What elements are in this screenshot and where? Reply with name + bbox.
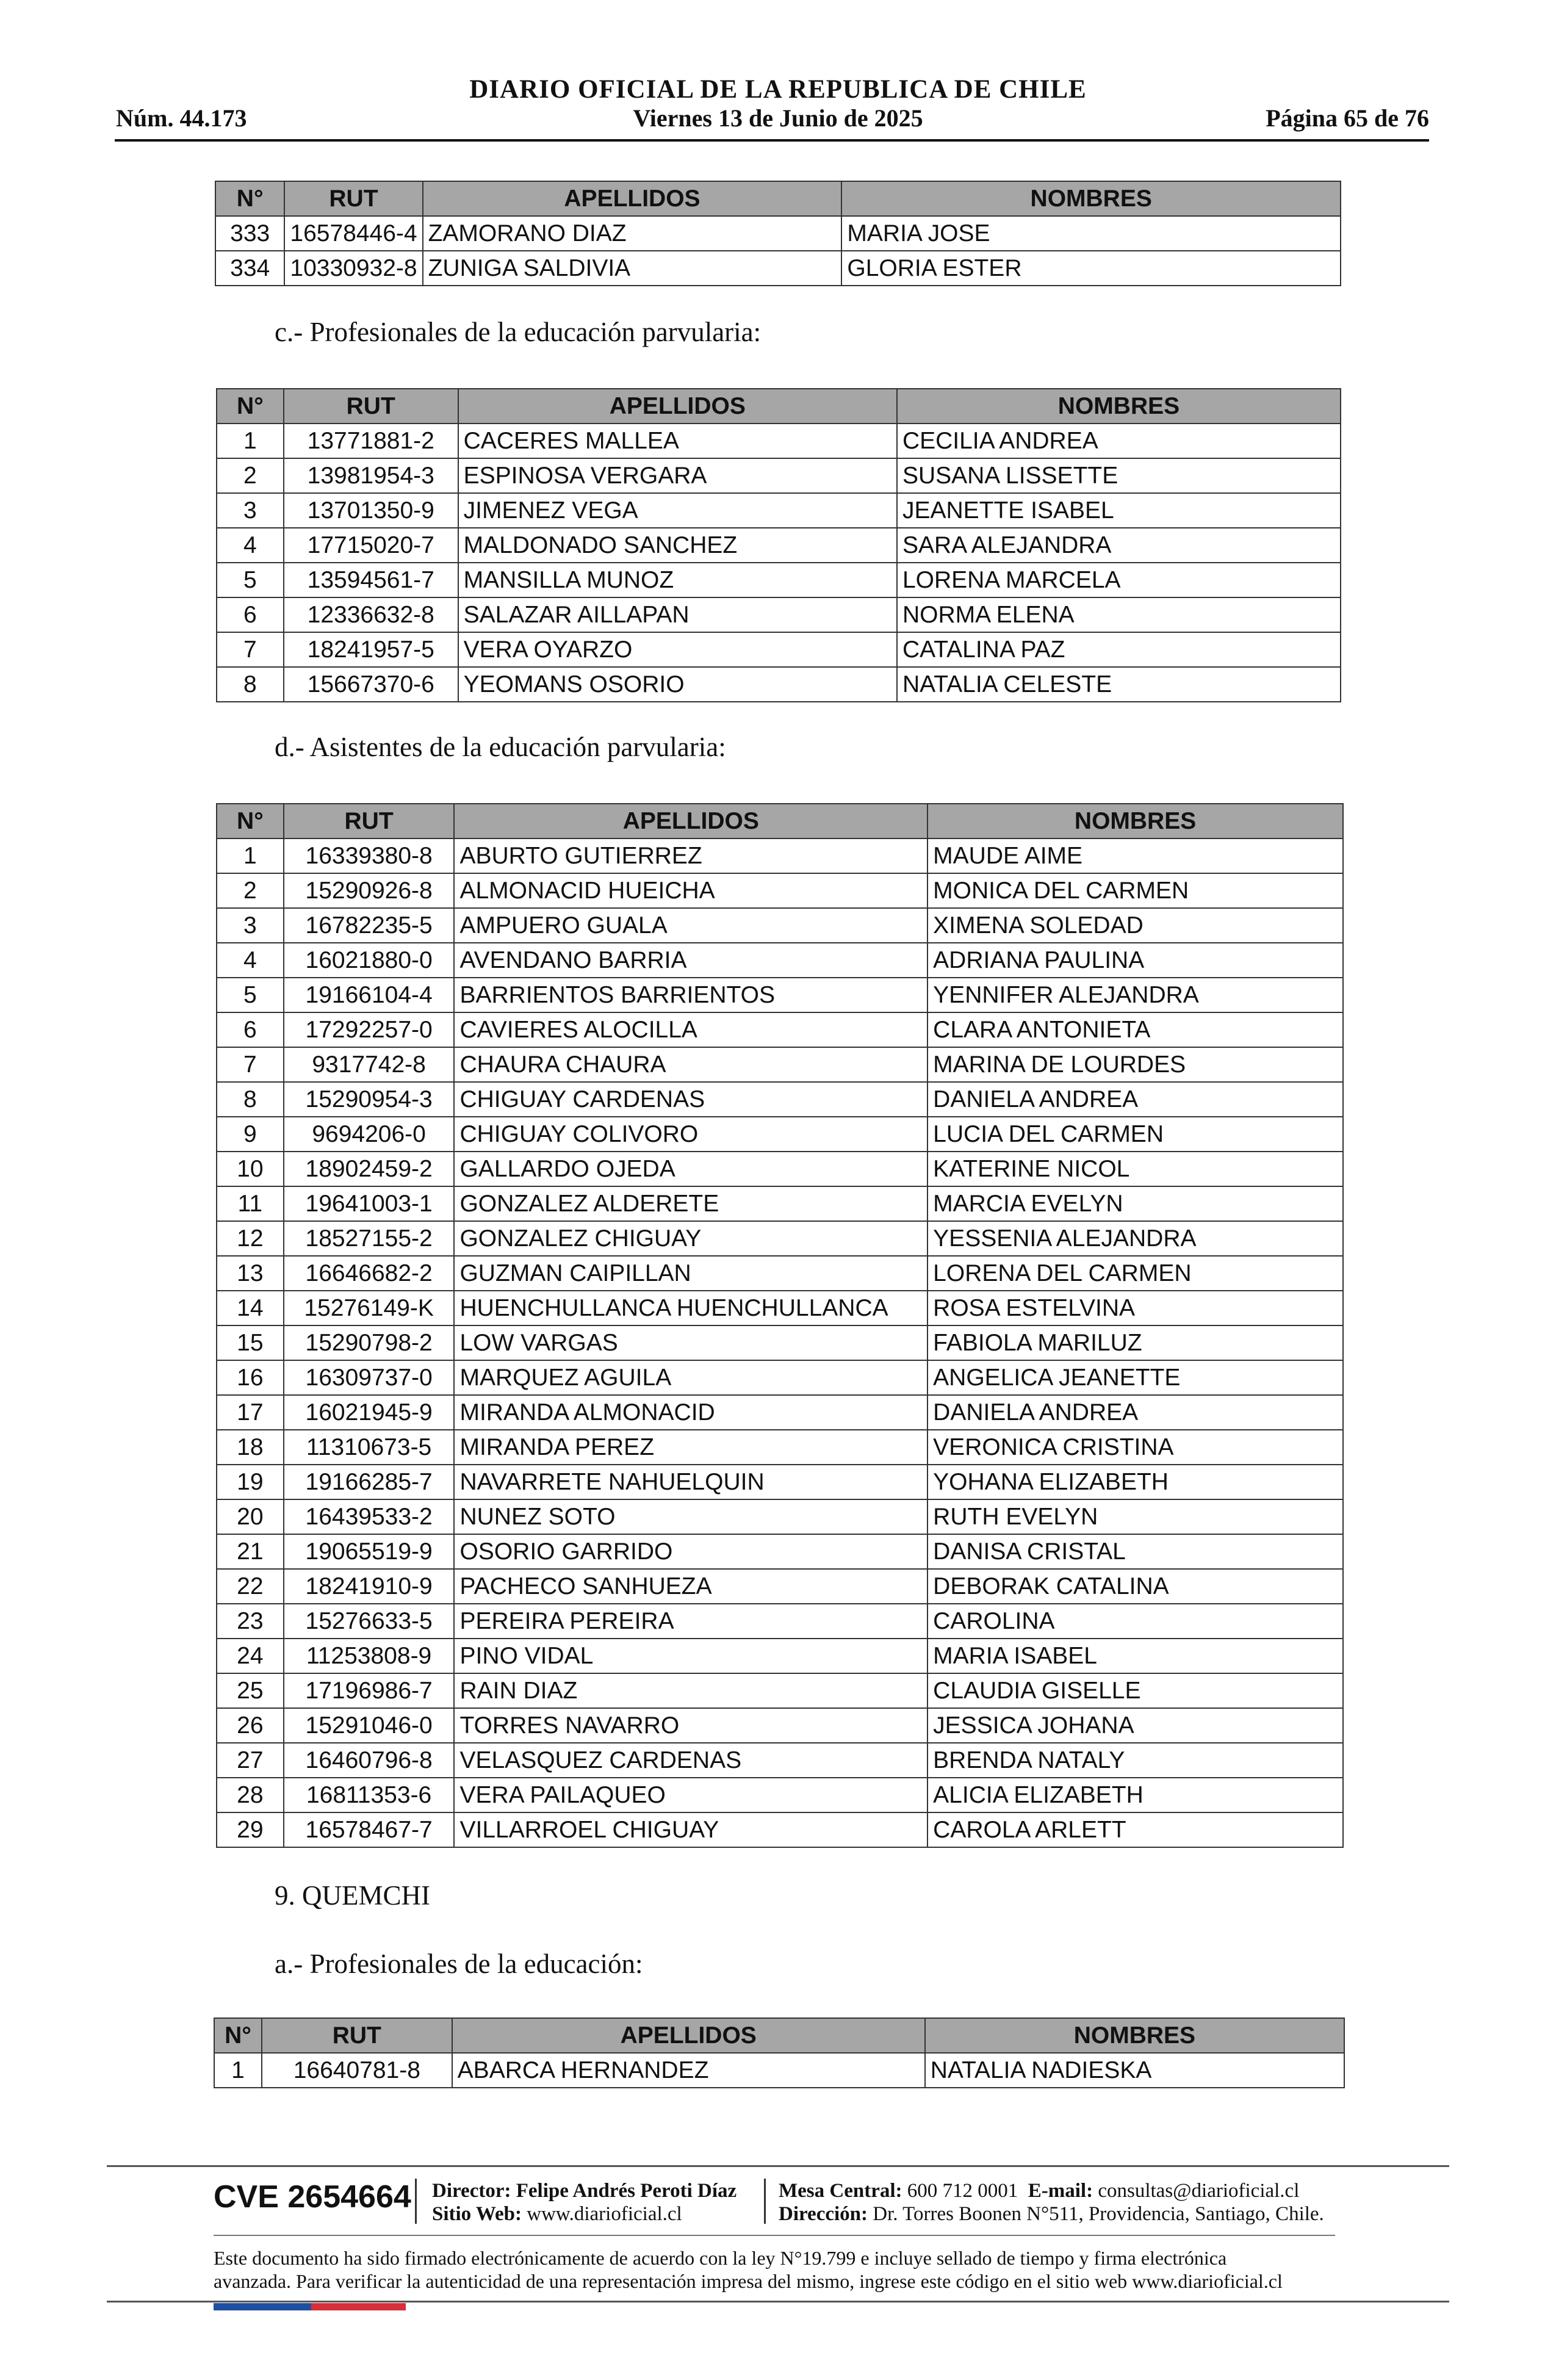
cell-num: 6	[217, 1012, 284, 1047]
cell-num: 21	[217, 1534, 284, 1569]
cell-apellidos: CHIGUAY CARDENAS	[454, 1082, 927, 1117]
table-row	[214, 2053, 1344, 2088]
address-label: Dirección:	[779, 2203, 868, 2225]
cell-nombres: XIMENA SOLEDAD	[927, 908, 1343, 943]
cell-rut: 15667370-6	[284, 667, 458, 702]
cell-apellidos: VELASQUEZ CARDENAS	[454, 1743, 927, 1778]
cell-apellidos: AVENDANO BARRIA	[454, 943, 927, 978]
cell-num: 28	[217, 1778, 284, 1812]
cell-nombres: JESSICA JOHANA	[927, 1708, 1343, 1743]
table-row	[217, 493, 1341, 528]
cell-nombres: CAROLINA	[927, 1604, 1343, 1639]
section-c-table	[216, 388, 1341, 702]
cell-num: 23	[217, 1604, 284, 1639]
address-line	[779, 2203, 1324, 2226]
footer-divider	[107, 2165, 1449, 2167]
cell-rut: 11253808-9	[284, 1639, 455, 1673]
table-row	[217, 908, 1343, 943]
table-row	[217, 1743, 1343, 1778]
address-text: Dr. Torres Boonen N°511, Providencia, Santiago, Chile.	[873, 2203, 1324, 2225]
cell-nombres: GLORIA ESTER	[841, 251, 1341, 286]
table-row	[217, 1430, 1343, 1465]
section-9-heading: 9. QUEMCHI	[275, 1880, 430, 1911]
table-row	[217, 1291, 1343, 1325]
cell-apellidos: CHIGUAY COLIVORO	[454, 1117, 927, 1152]
cell-nombres: LORENA DEL CARMEN	[927, 1256, 1343, 1291]
col-header-num: N°	[217, 389, 284, 424]
table-row	[217, 1221, 1343, 1256]
cell-nombres: CATALINA PAZ	[897, 632, 1341, 667]
table-header-row	[217, 804, 1343, 838]
cell-nombres: SUSANA LISSETTE	[897, 458, 1341, 493]
cell-num: 7	[217, 1047, 284, 1082]
cell-nombres: YENNIFER ALEJANDRA	[927, 978, 1343, 1012]
cell-rut: 16578467-7	[284, 1812, 455, 1847]
cell-nombres: MARIA ISABEL	[927, 1639, 1343, 1673]
table-row	[217, 597, 1341, 632]
cell-num: 19	[217, 1465, 284, 1499]
cell-nombres: JEANETTE ISABEL	[897, 493, 1341, 528]
col-header-apellidos: APELLIDOS	[454, 804, 927, 838]
cell-nombres: RUTH EVELYN	[927, 1499, 1343, 1534]
cell-apellidos: PEREIRA PEREIRA	[454, 1604, 927, 1639]
cell-nombres: VERONICA CRISTINA	[927, 1430, 1343, 1465]
cve-code: CVE 2654664	[214, 2179, 411, 2215]
col-header-nombres: NOMBRES	[925, 2018, 1344, 2053]
cell-num: 3	[217, 493, 284, 528]
cell-rut: 16646682-2	[284, 1256, 455, 1291]
cell-rut: 16640781-8	[262, 2053, 452, 2088]
cell-nombres: NORMA ELENA	[897, 597, 1341, 632]
cell-num: 4	[217, 528, 284, 563]
issue-date: Viernes 13 de Junio de 2025	[633, 104, 923, 132]
cell-rut: 15290798-2	[284, 1325, 455, 1360]
cell-rut: 9694206-0	[284, 1117, 455, 1152]
cell-rut: 16460796-8	[284, 1743, 455, 1778]
cell-num: 14	[217, 1291, 284, 1325]
cell-apellidos: MALDONADO SANCHEZ	[458, 528, 897, 563]
cell-num: 27	[217, 1743, 284, 1778]
cell-nombres: KATERINE NICOL	[927, 1152, 1343, 1186]
cell-apellidos: GALLARDO OJEDA	[454, 1152, 927, 1186]
cell-apellidos: MANSILLA MUNOZ	[458, 563, 897, 597]
cell-nombres: LUCIA DEL CARMEN	[927, 1117, 1343, 1152]
cell-nombres: BRENDA NATALY	[927, 1743, 1343, 1778]
cell-apellidos: AMPUERO GUALA	[454, 908, 927, 943]
cell-apellidos: RAIN DIAZ	[454, 1673, 927, 1708]
table-row	[217, 943, 1343, 978]
cell-nombres: MARINA DE LOURDES	[927, 1047, 1343, 1082]
cell-rut: 16578446-4	[284, 216, 422, 251]
col-header-rut: RUT	[262, 2018, 452, 2053]
cell-apellidos: CHAURA CHAURA	[454, 1047, 927, 1082]
cell-rut: 16782235-5	[284, 908, 455, 943]
col-header-nombres: NOMBRES	[841, 181, 1341, 216]
table-row	[217, 424, 1341, 458]
cell-rut: 15276149-K	[284, 1291, 455, 1325]
cell-num: 5	[217, 563, 284, 597]
cell-apellidos: PINO VIDAL	[454, 1639, 927, 1673]
cell-num: 24	[217, 1639, 284, 1673]
table-row	[215, 216, 1341, 251]
cell-rut: 19065519-9	[284, 1534, 455, 1569]
table-row	[217, 978, 1343, 1012]
cell-apellidos: VERA PAILAQUEO	[454, 1778, 927, 1812]
cell-rut: 15291046-0	[284, 1708, 455, 1743]
cell-nombres: ALICIA ELIZABETH	[927, 1778, 1343, 1812]
header-divider	[115, 139, 1429, 142]
cell-apellidos: CAVIERES ALOCILLA	[454, 1012, 927, 1047]
col-header-num: N°	[215, 181, 284, 216]
table-row	[217, 1047, 1343, 1082]
cell-nombres: CLAUDIA GISELLE	[927, 1673, 1343, 1708]
cell-rut: 19166104-4	[284, 978, 455, 1012]
col-header-rut: RUT	[284, 181, 422, 216]
table-row	[217, 1639, 1343, 1673]
section-d-table	[216, 803, 1344, 1848]
cell-nombres: SARA ALEJANDRA	[897, 528, 1341, 563]
cell-rut: 17292257-0	[284, 1012, 455, 1047]
cell-rut: 10330932-8	[284, 251, 422, 286]
cell-nombres: DANISA CRISTAL	[927, 1534, 1343, 1569]
cell-rut: 19641003-1	[284, 1186, 455, 1221]
section-c-heading: c.- Profesionales de la educación parvularia:	[275, 317, 762, 347]
cell-apellidos: YEOMANS OSORIO	[458, 667, 897, 702]
table-row	[217, 563, 1341, 597]
cell-num: 17	[217, 1395, 284, 1430]
table-row	[217, 458, 1341, 493]
legal-notice-line-1: Este documento ha sido firmado electrónicamente de acuerdo con la ley N°19.799 e incluye sellado de tiempo y firma electrónica	[214, 2247, 1227, 2269]
cell-apellidos: BARRIENTOS BARRIENTOS	[454, 978, 927, 1012]
cell-apellidos: JIMENEZ VEGA	[458, 493, 897, 528]
table-row	[217, 1708, 1343, 1743]
cell-apellidos: MIRANDA PEREZ	[454, 1430, 927, 1465]
flag-bar-blue	[214, 2303, 311, 2310]
cell-nombres: NATALIA CELESTE	[897, 667, 1341, 702]
cell-apellidos: SALAZAR AILLAPAN	[458, 597, 897, 632]
table-row	[217, 1604, 1343, 1639]
footer-bottom-divider	[107, 2301, 1449, 2302]
cell-apellidos: ESPINOSA VERGARA	[458, 458, 897, 493]
mesa-label: Mesa Central:	[779, 2180, 902, 2202]
col-header-nombres: NOMBRES	[927, 804, 1343, 838]
cell-apellidos: OSORIO GARRIDO	[454, 1534, 927, 1569]
email-label: E-mail:	[1028, 2180, 1093, 2202]
cell-nombres: YOHANA ELIZABETH	[927, 1465, 1343, 1499]
issue-number: Núm. 44.173	[116, 104, 247, 132]
cell-num: 22	[217, 1569, 284, 1604]
cell-apellidos: VERA OYARZO	[458, 632, 897, 667]
table-header-row	[214, 2018, 1344, 2053]
cell-apellidos: VILLARROEL CHIGUAY	[454, 1812, 927, 1847]
section-9a-heading: a.- Profesionales de la educación:	[275, 1949, 643, 1979]
table-row	[217, 1812, 1343, 1847]
section-9-table	[214, 2018, 1345, 2088]
col-header-apellidos: APELLIDOS	[458, 389, 897, 424]
page-number: Página 65 de 76	[1266, 104, 1429, 132]
col-header-apellidos: APELLIDOS	[452, 2018, 925, 2053]
col-header-rut: RUT	[284, 804, 455, 838]
table-row	[217, 1569, 1343, 1604]
cell-nombres: CAROLA ARLETT	[927, 1812, 1343, 1847]
cell-num: 334	[215, 251, 284, 286]
table-row	[217, 1325, 1343, 1360]
cell-num: 4	[217, 943, 284, 978]
table-row	[217, 632, 1341, 667]
table-header-row	[217, 389, 1341, 424]
cell-num: 1	[214, 2053, 262, 2088]
table-row	[217, 1395, 1343, 1430]
director-name: Felipe Andrés Peroti Díaz	[516, 2180, 737, 2202]
cell-nombres: ANGELICA JEANETTE	[927, 1360, 1343, 1395]
cell-num: 1	[217, 424, 284, 458]
cell-num: 26	[217, 1708, 284, 1743]
cell-num: 11	[217, 1186, 284, 1221]
table-row	[217, 667, 1341, 702]
cell-rut: 18527155-2	[284, 1221, 455, 1256]
cell-apellidos: CACERES MALLEA	[458, 424, 897, 458]
table-row	[217, 528, 1341, 563]
cell-num: 12	[217, 1221, 284, 1256]
table-row	[217, 1673, 1343, 1708]
cell-num: 18	[217, 1430, 284, 1465]
cell-nombres: ROSA ESTELVINA	[927, 1291, 1343, 1325]
col-header-nombres: NOMBRES	[897, 389, 1341, 424]
table-row	[215, 251, 1341, 286]
director-label: Director:	[432, 2180, 511, 2202]
cell-apellidos: ZAMORANO DIAZ	[423, 216, 842, 251]
table-row	[217, 1117, 1343, 1152]
table-row	[217, 1012, 1343, 1047]
footer-separator	[764, 2179, 766, 2224]
cell-num: 9	[217, 1117, 284, 1152]
cell-num: 16	[217, 1360, 284, 1395]
cell-rut: 17196986-7	[284, 1673, 455, 1708]
cell-rut: 17715020-7	[284, 528, 458, 563]
table-row	[217, 1256, 1343, 1291]
cell-rut: 15276633-5	[284, 1604, 455, 1639]
cell-num: 1	[217, 838, 284, 873]
col-header-num: N°	[217, 804, 284, 838]
cell-nombres: MONICA DEL CARMEN	[927, 873, 1343, 908]
cell-rut: 16309737-0	[284, 1360, 455, 1395]
cell-rut: 15290926-8	[284, 873, 455, 908]
table-row	[217, 1152, 1343, 1186]
cell-num: 10	[217, 1152, 284, 1186]
cell-rut: 13771881-2	[284, 424, 458, 458]
cell-num: 7	[217, 632, 284, 667]
section-d-heading: d.- Asistentes de la educación parvularia:	[275, 732, 726, 762]
cell-apellidos: GONZALEZ ALDERETE	[454, 1186, 927, 1221]
cell-num: 2	[217, 458, 284, 493]
cell-apellidos: PACHECO SANHUEZA	[454, 1569, 927, 1604]
cell-rut: 15290954-3	[284, 1082, 455, 1117]
cell-apellidos: ZUNIGA SALDIVIA	[423, 251, 842, 286]
cell-rut: 13701350-9	[284, 493, 458, 528]
table-row	[217, 1778, 1343, 1812]
website-line	[432, 2203, 682, 2226]
email-link[interactable]: consultas@diarioficial.cl	[1098, 2180, 1300, 2202]
cell-num: 2	[217, 873, 284, 908]
cell-apellidos: GONZALEZ CHIGUAY	[454, 1221, 927, 1256]
cell-nombres: FABIOLA MARILUZ	[927, 1325, 1343, 1360]
cell-num: 3	[217, 908, 284, 943]
table-row	[217, 1186, 1343, 1221]
cell-rut: 13981954-3	[284, 458, 458, 493]
cell-nombres: YESSENIA ALEJANDRA	[927, 1221, 1343, 1256]
cell-num: 15	[217, 1325, 284, 1360]
cell-rut: 18241957-5	[284, 632, 458, 667]
cell-nombres: MARIA JOSE	[841, 216, 1341, 251]
cell-rut: 16339380-8	[284, 838, 455, 873]
cell-nombres: DANIELA ANDREA	[927, 1395, 1343, 1430]
cell-rut: 18902459-2	[284, 1152, 455, 1186]
cell-apellidos: LOW VARGAS	[454, 1325, 927, 1360]
mesa-phone: 600 712 0001	[907, 2180, 1018, 2202]
cell-num: 8	[217, 667, 284, 702]
legal-notice-line-2: avanzada. Para verificar la autenticidad de una representación impresa del mismo, ingrese este código en el sitio web www.diarioficial.cl	[214, 2270, 1283, 2292]
cell-apellidos: ALMONACID HUEICHA	[454, 873, 927, 908]
cell-rut: 18241910-9	[284, 1569, 455, 1604]
cell-num: 8	[217, 1082, 284, 1117]
cell-num: 333	[215, 216, 284, 251]
table-header-row	[215, 181, 1341, 216]
cell-rut: 16021880-0	[284, 943, 455, 978]
director-line	[432, 2180, 737, 2202]
website-link[interactable]: www.diarioficial.cl	[527, 2203, 682, 2225]
cell-apellidos: TORRES NAVARRO	[454, 1708, 927, 1743]
cell-nombres: LORENA MARCELA	[897, 563, 1341, 597]
table-row	[217, 873, 1343, 908]
footer-separator	[415, 2179, 417, 2224]
cell-apellidos: GUZMAN CAIPILLAN	[454, 1256, 927, 1291]
table-row	[217, 1499, 1343, 1534]
cell-rut: 16811353-6	[284, 1778, 455, 1812]
cell-apellidos: ABARCA HERNANDEZ	[452, 2053, 925, 2088]
cell-nombres: ADRIANA PAULINA	[927, 943, 1343, 978]
table-row	[217, 1465, 1343, 1499]
cell-nombres: MAUDE AIME	[927, 838, 1343, 873]
cell-nombres: DEBORAK CATALINA	[927, 1569, 1343, 1604]
cell-nombres: CECILIA ANDREA	[897, 424, 1341, 458]
newspaper-title: DIARIO OFICIAL DE LA REPUBLICA DE CHILE	[469, 75, 1087, 104]
contact-line	[779, 2180, 1299, 2202]
cell-rut: 16021945-9	[284, 1395, 455, 1430]
cell-apellidos: NUNEZ SOTO	[454, 1499, 927, 1534]
table-row	[217, 838, 1343, 873]
footer-inner-divider	[214, 2235, 1335, 2236]
cell-nombres: CLARA ANTONIETA	[927, 1012, 1343, 1047]
cell-num: 29	[217, 1812, 284, 1847]
cell-apellidos: MARQUEZ AGUILA	[454, 1360, 927, 1395]
cell-num: 6	[217, 597, 284, 632]
cell-apellidos: ABURTO GUTIERREZ	[454, 838, 927, 873]
col-header-apellidos: APELLIDOS	[423, 181, 842, 216]
website-label: Sitio Web:	[432, 2203, 522, 2225]
cell-rut: 13594561-7	[284, 563, 458, 597]
cell-nombres: NATALIA NADIESKA	[925, 2053, 1344, 2088]
cell-nombres: MARCIA EVELYN	[927, 1186, 1343, 1221]
table-row	[217, 1082, 1343, 1117]
continuation-table	[215, 181, 1341, 286]
col-header-rut: RUT	[284, 389, 458, 424]
table-row	[217, 1360, 1343, 1395]
table-row	[217, 1534, 1343, 1569]
cell-apellidos: HUENCHULLANCA HUENCHULLANCA	[454, 1291, 927, 1325]
col-header-num: N°	[214, 2018, 262, 2053]
cell-num: 13	[217, 1256, 284, 1291]
cell-num: 25	[217, 1673, 284, 1708]
cell-rut: 19166285-7	[284, 1465, 455, 1499]
cell-nombres: DANIELA ANDREA	[927, 1082, 1343, 1117]
cell-rut: 9317742-8	[284, 1047, 455, 1082]
cell-num: 20	[217, 1499, 284, 1534]
cell-num: 5	[217, 978, 284, 1012]
cell-rut: 12336632-8	[284, 597, 458, 632]
cell-apellidos: NAVARRETE NAHUELQUIN	[454, 1465, 927, 1499]
cell-rut: 11310673-5	[284, 1430, 455, 1465]
cell-apellidos: MIRANDA ALMONACID	[454, 1395, 927, 1430]
cell-rut: 16439533-2	[284, 1499, 455, 1534]
flag-bar-red	[311, 2303, 406, 2310]
